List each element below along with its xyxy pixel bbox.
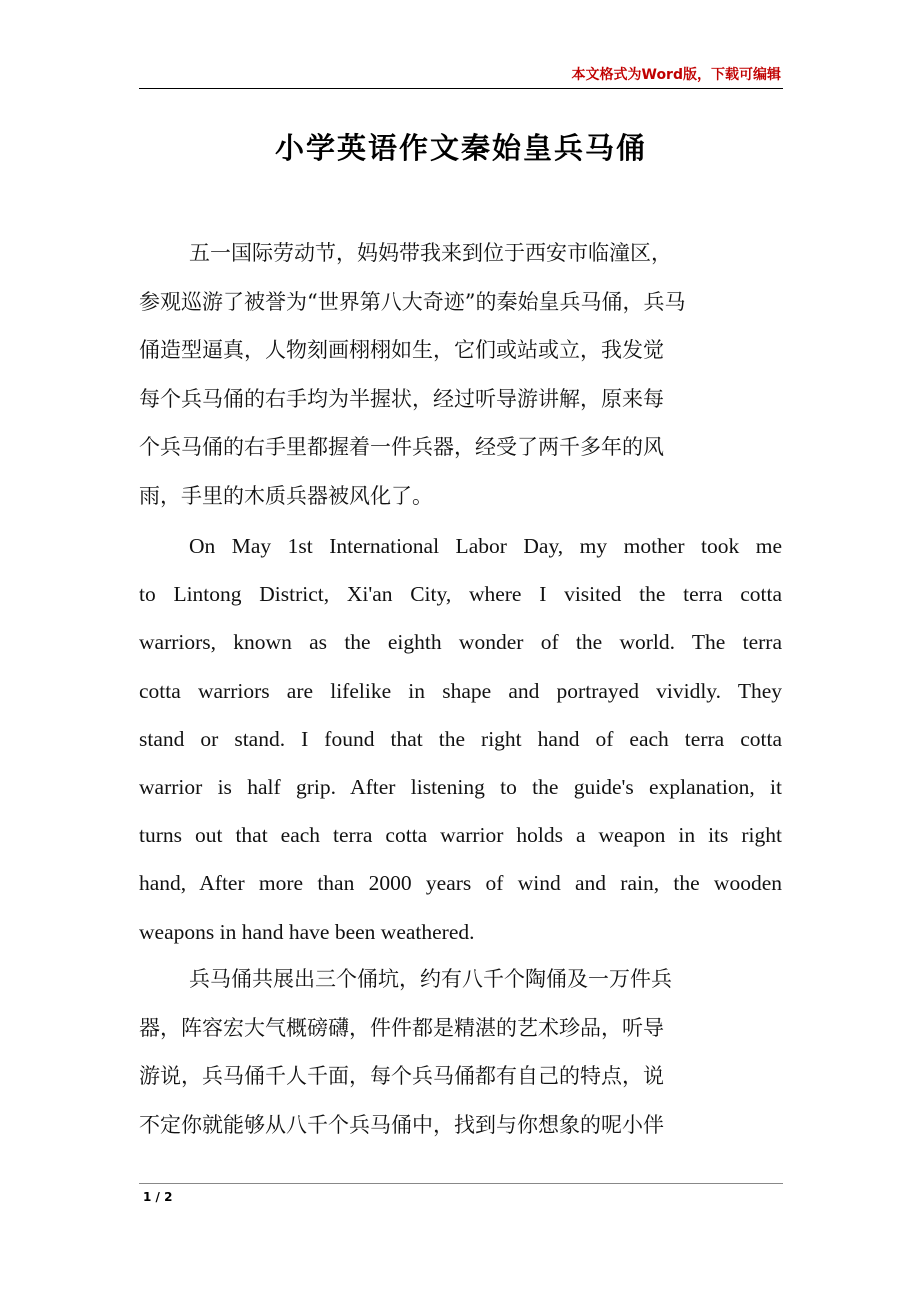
paragraph-line: 兵马俑共展出三个俑坑，约有八千个陶俑及一万件兵 bbox=[189, 967, 672, 991]
paragraph-line: 参观巡游了被誉为“世界第八大奇迹”的秦始皇兵马俑，兵马 bbox=[139, 289, 686, 314]
paragraph-line: warriors, known as the eighth wonder of the world. The terra bbox=[139, 630, 782, 655]
document-title: 小学英语作文秦始皇兵马俑 bbox=[274, 131, 647, 165]
paragraph-3 bbox=[139, 955, 779, 1149]
paragraph-line: 个兵马俑的右手里都握着一件兵器，经受了两千多年的风 bbox=[139, 435, 664, 460]
header-note: 本文格式为Word版，下载可编辑 bbox=[571, 67, 781, 83]
paragraph-1 bbox=[139, 229, 779, 521]
paragraph-line: 不定你就能够从八千个兵马俑中，找到与你想象的呢小伴 bbox=[139, 1112, 664, 1137]
header-divider bbox=[139, 88, 783, 89]
paragraph-line: 雨，手里的木质兵器被风化了。 bbox=[139, 483, 433, 508]
paragraph-line: turns out that each terra cotta warrior holds a weapon in its right bbox=[139, 823, 782, 848]
footer-divider bbox=[139, 1183, 783, 1184]
paragraph-line: cotta warriors are lifelike in shape and portrayed vividly. They bbox=[139, 678, 782, 703]
paragraph-line: On May 1st International Labor Day, my mother took me bbox=[189, 534, 782, 558]
paragraph-line: 器，阵容宏大气概磅礴，件件都是精湛的艺术珍品，听导 bbox=[139, 1015, 664, 1040]
paragraph-line: to Lintong District, Xi'an City, where I visited the terra cotta bbox=[139, 582, 782, 607]
paragraph-line: stand or stand. I found that the right hand of each terra cotta bbox=[139, 726, 782, 751]
paragraph-line: 每个兵马俑的右手均为半握状，经过听导游讲解，原来每 bbox=[139, 386, 664, 411]
paragraph-line: 五一国际劳动节，妈妈带我来到位于西安市临潼区， bbox=[189, 241, 672, 265]
paragraph-line: weapons in hand have been weathered. bbox=[139, 919, 475, 944]
paragraph-2 bbox=[139, 522, 782, 956]
paragraph-line: 游说，兵马俑千人千面，每个兵马俑都有自己的特点，说 bbox=[139, 1064, 664, 1089]
paragraph-line: hand, After more than 2000 years of wind and rain, the wooden bbox=[139, 871, 782, 896]
page-number: 1 / 2 bbox=[143, 1190, 173, 1204]
paragraph-line: 俑造型逼真，人物刻画栩栩如生，它们或站或立，我发觉 bbox=[139, 338, 664, 363]
paragraph-line: warrior is half grip. After listening to the guide's explanation, it bbox=[139, 774, 782, 799]
